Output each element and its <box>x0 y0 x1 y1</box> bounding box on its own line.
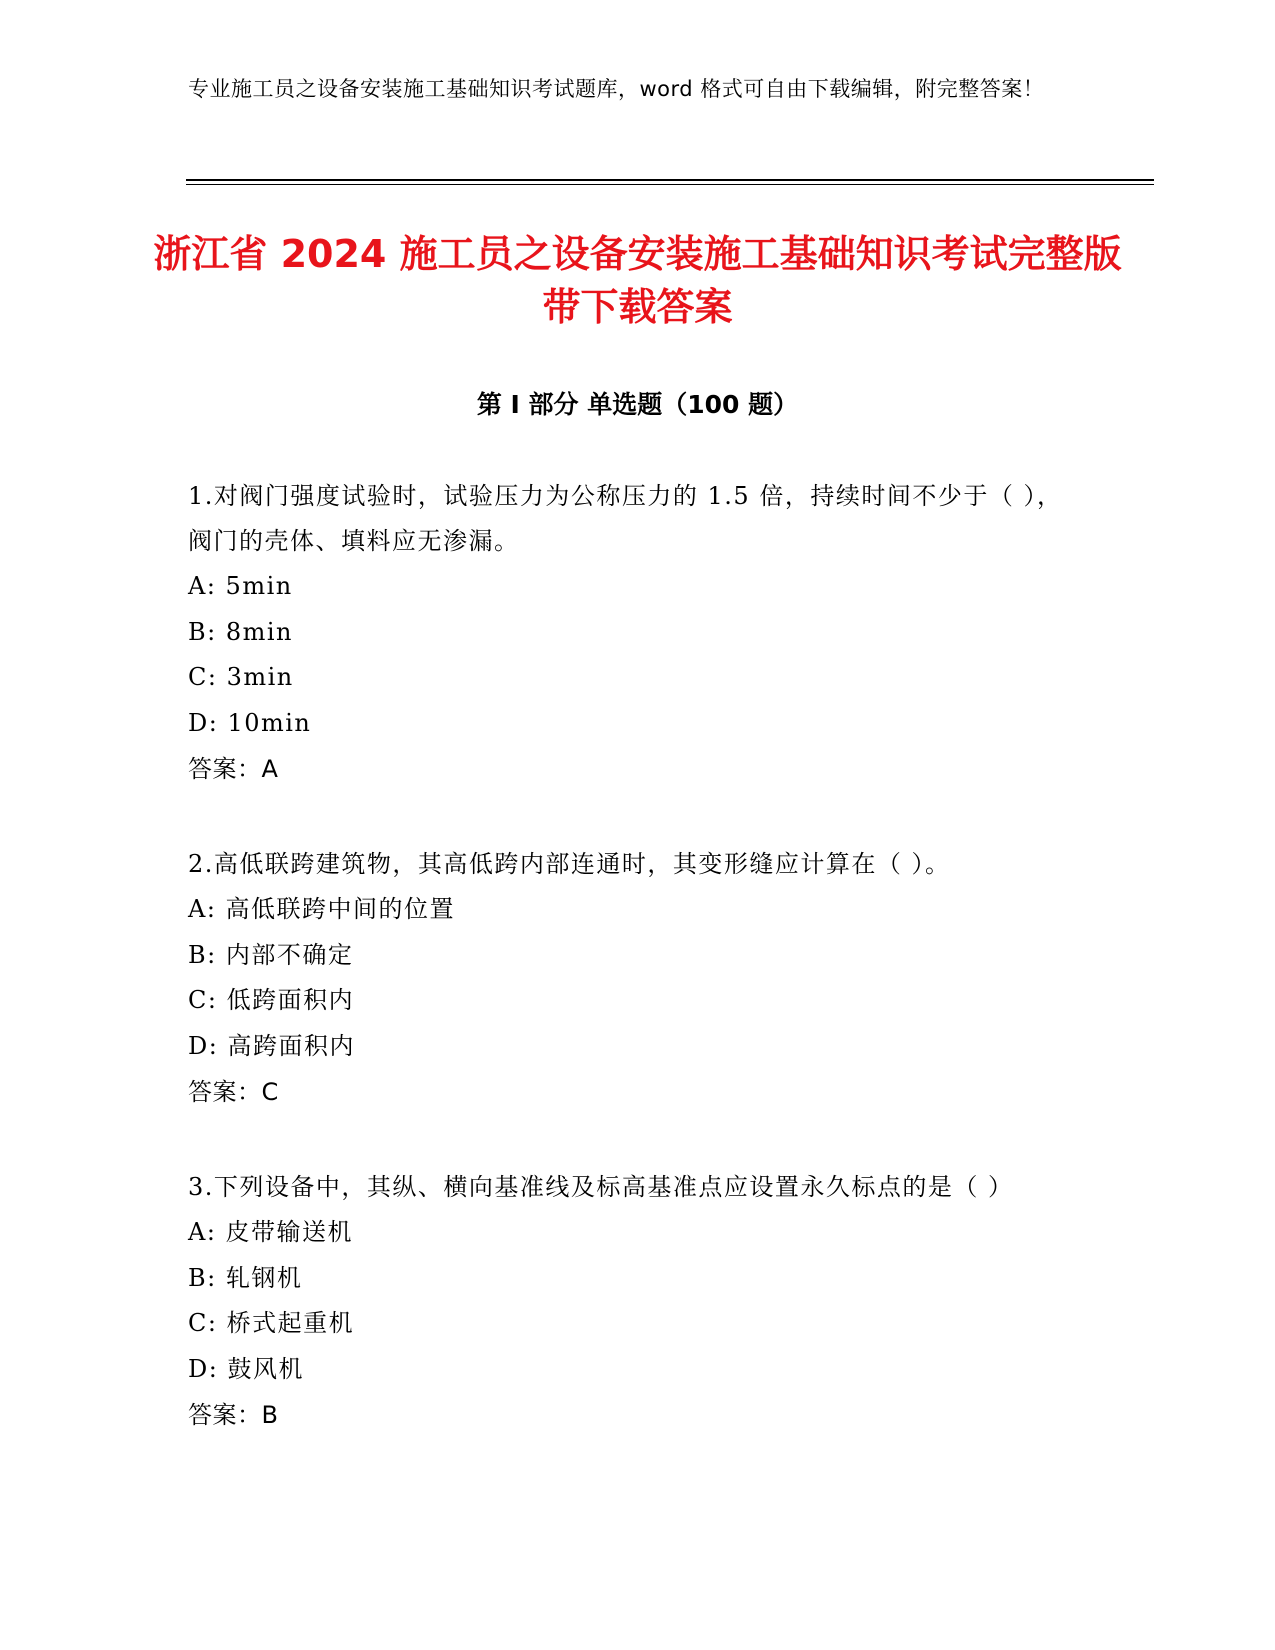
question-1 <box>188 474 1068 792</box>
option-d: D: 10min <box>188 708 312 737</box>
option-c: C: 桥式起重机 <box>188 1309 355 1337</box>
option-d: D: 高跨面积内 <box>188 1031 355 1060</box>
question-2 <box>188 842 1068 1115</box>
header-divider-thin <box>186 184 1154 185</box>
question-stem: 3.下列设备中，其纵、横向基准线及标高基准点应设置永久标点的是（ ） <box>188 1173 1014 1201</box>
option-c: C: 3min <box>188 663 294 691</box>
question-3 <box>188 1165 1068 1438</box>
option-a: A: 5min <box>188 572 293 600</box>
option-a: A: 皮带输送机 <box>188 1218 354 1246</box>
question-stem: 1.对阀门强度试验时，试验压力为公称压力的 1.5 倍，持续时间不少于（ ），阀门的壳体、填料应无渗漏。 <box>188 482 1063 555</box>
option-b: B: 轧钢机 <box>188 1263 303 1292</box>
answer: 答案：C <box>188 1078 279 1106</box>
option-b: B: 8min <box>188 617 294 646</box>
question-list <box>188 474 1068 1488</box>
answer: 答案：A <box>188 755 279 783</box>
option-b: B: 内部不确定 <box>188 940 354 969</box>
document-title: 浙江省 2024 施工员之设备安装施工基础知识考试完整版带下载答案 <box>153 232 1122 329</box>
header-note: 专业施工员之设备安装施工基础知识考试题库，word 格式可自由下载编辑，附完整答案！ <box>188 77 1045 101</box>
answer: 答案：B <box>188 1401 279 1429</box>
question-stem: 2.高低联跨建筑物，其高低跨内部连通时，其变形缝应计算在（ ）。 <box>188 850 951 878</box>
option-c: C: 低跨面积内 <box>188 986 355 1014</box>
option-a: A: 高低联跨中间的位置 <box>188 895 456 923</box>
section-title: 第 I 部分 单选题（100 题） <box>476 390 799 419</box>
option-d: D: 鼓风机 <box>188 1354 304 1383</box>
header-divider <box>186 179 1154 181</box>
